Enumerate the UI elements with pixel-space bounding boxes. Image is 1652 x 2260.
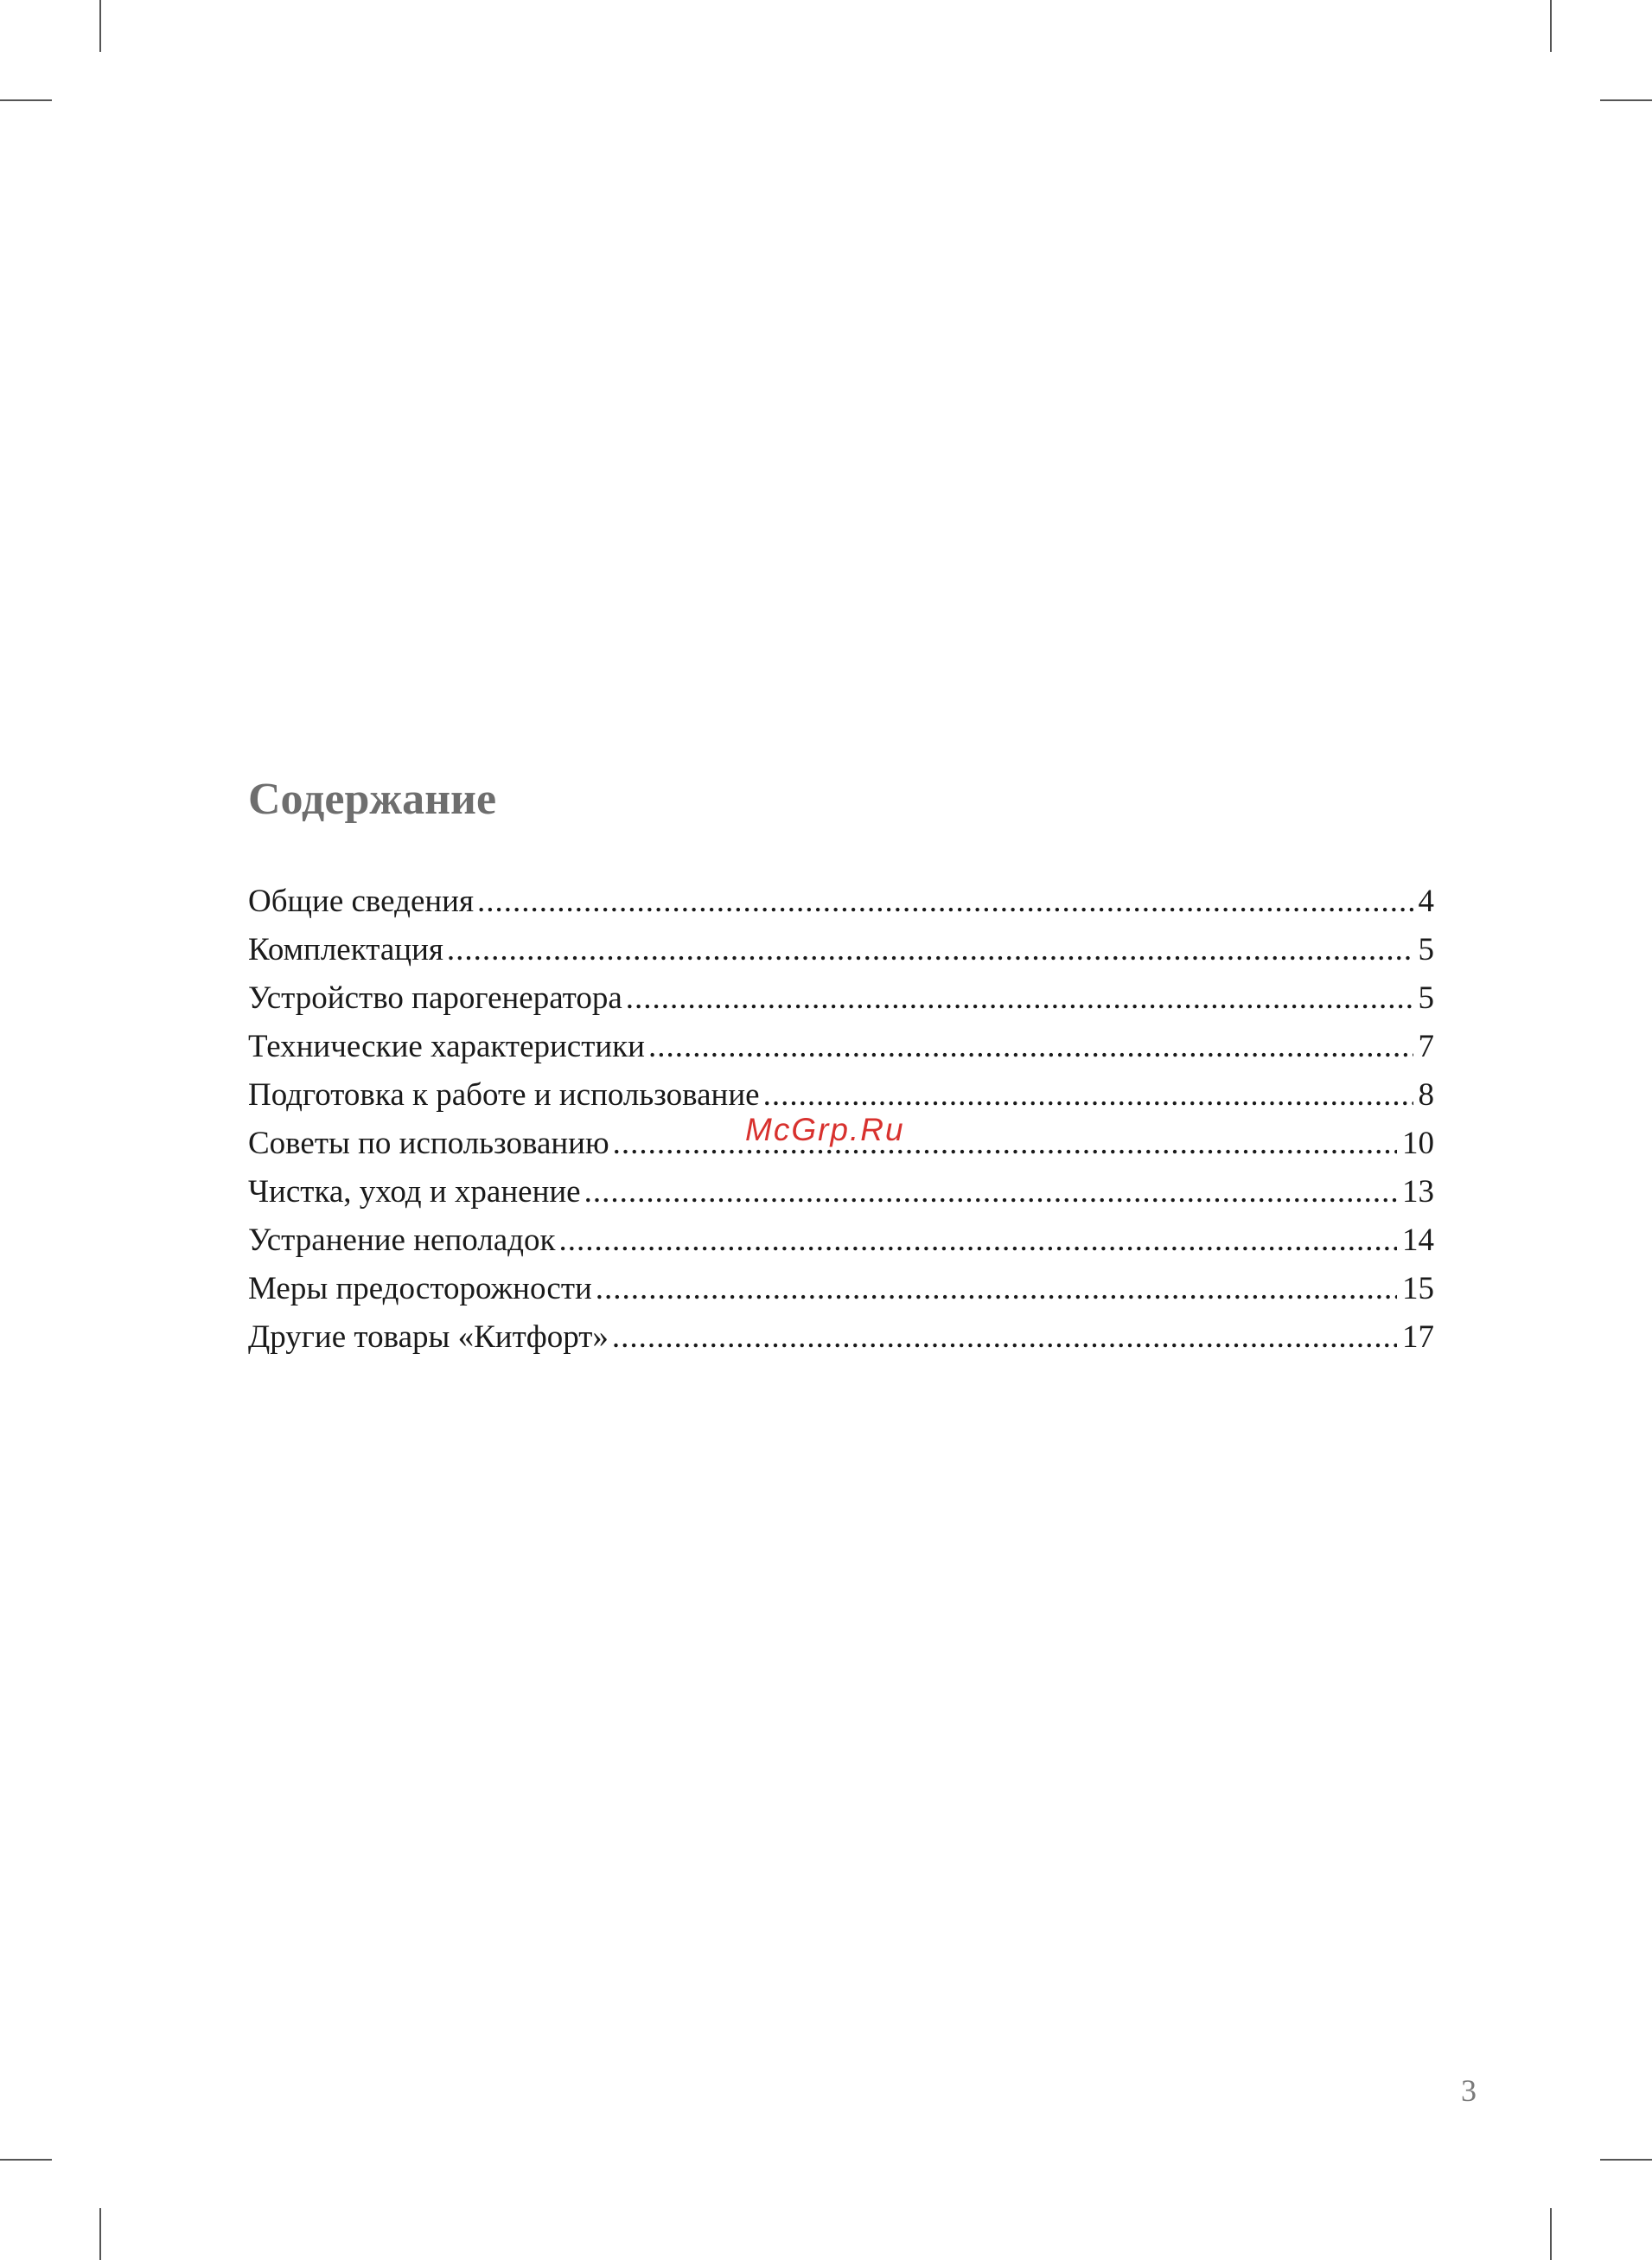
page-number: 3 xyxy=(1461,2073,1477,2108)
toc-entry-page: 15 xyxy=(1402,1271,1434,1306)
toc-entry-page: 4 xyxy=(1418,884,1434,919)
toc-entry[interactable] xyxy=(248,1023,1434,1071)
toc-entry[interactable] xyxy=(248,1168,1434,1216)
toc-dot-leader xyxy=(584,1168,1397,1216)
toc-entry-page: 17 xyxy=(1402,1319,1434,1355)
toc-dot-leader xyxy=(477,878,1413,926)
crop-mark-bottom-left-horizontal xyxy=(0,2159,52,2161)
toc-dot-leader xyxy=(558,1216,1397,1265)
toc-dot-leader xyxy=(447,926,1413,974)
toc-entry-label: Устранение неполадок xyxy=(248,1223,556,1258)
toc-dot-leader xyxy=(596,1265,1397,1313)
toc-entry-label: Общие сведения xyxy=(248,884,474,919)
toc-entry[interactable] xyxy=(248,1313,1434,1362)
crop-mark-bottom-left-vertical xyxy=(99,2208,101,2260)
toc-entry-label: Подготовка к работе и использование xyxy=(248,1077,760,1113)
watermark-text: McGrp.Ru xyxy=(745,1112,905,1147)
toc-entry-page: 14 xyxy=(1402,1223,1434,1258)
toc-entry-label: Устройство парогенератора xyxy=(248,980,622,1016)
crop-mark-top-left-vertical xyxy=(99,0,101,52)
toc-entry[interactable] xyxy=(248,974,1434,1023)
toc-entry-label: Чистка, уход и хранение xyxy=(248,1174,581,1210)
crop-mark-bottom-right-vertical xyxy=(1550,2208,1552,2260)
toc-entry-page: 5 xyxy=(1418,980,1434,1016)
crop-mark-top-right-horizontal xyxy=(1600,99,1652,101)
toc-entry[interactable] xyxy=(248,878,1434,926)
toc-dot-leader xyxy=(626,974,1413,1023)
toc-dot-leader xyxy=(612,1313,1397,1362)
toc-entry-page: 10 xyxy=(1402,1126,1434,1161)
toc-entry-page: 8 xyxy=(1418,1077,1434,1113)
toc-entry-label: Советы по использованию xyxy=(248,1126,609,1161)
toc-entry-label: Другие товары «Китфорт» xyxy=(248,1319,609,1355)
toc-entry-page: 13 xyxy=(1402,1174,1434,1210)
toc-entry-label: Комплектация xyxy=(248,932,443,967)
toc-entry-page: 7 xyxy=(1418,1029,1434,1064)
toc-dot-leader xyxy=(648,1023,1413,1071)
toc-entry[interactable] xyxy=(248,926,1434,974)
toc-entry[interactable] xyxy=(248,1216,1434,1265)
toc-title: Содержание xyxy=(248,775,497,824)
toc-entry-label: Технические характеристики xyxy=(248,1029,645,1064)
toc-dot-leader xyxy=(613,1120,1397,1168)
toc-entry-page: 5 xyxy=(1418,932,1434,967)
crop-mark-top-left-horizontal xyxy=(0,99,52,101)
crop-mark-bottom-right-horizontal xyxy=(1600,2159,1652,2161)
crop-mark-top-right-vertical xyxy=(1550,0,1552,52)
toc-entry[interactable] xyxy=(248,1265,1434,1313)
toc-entry-label: Меры предосторожности xyxy=(248,1271,592,1306)
